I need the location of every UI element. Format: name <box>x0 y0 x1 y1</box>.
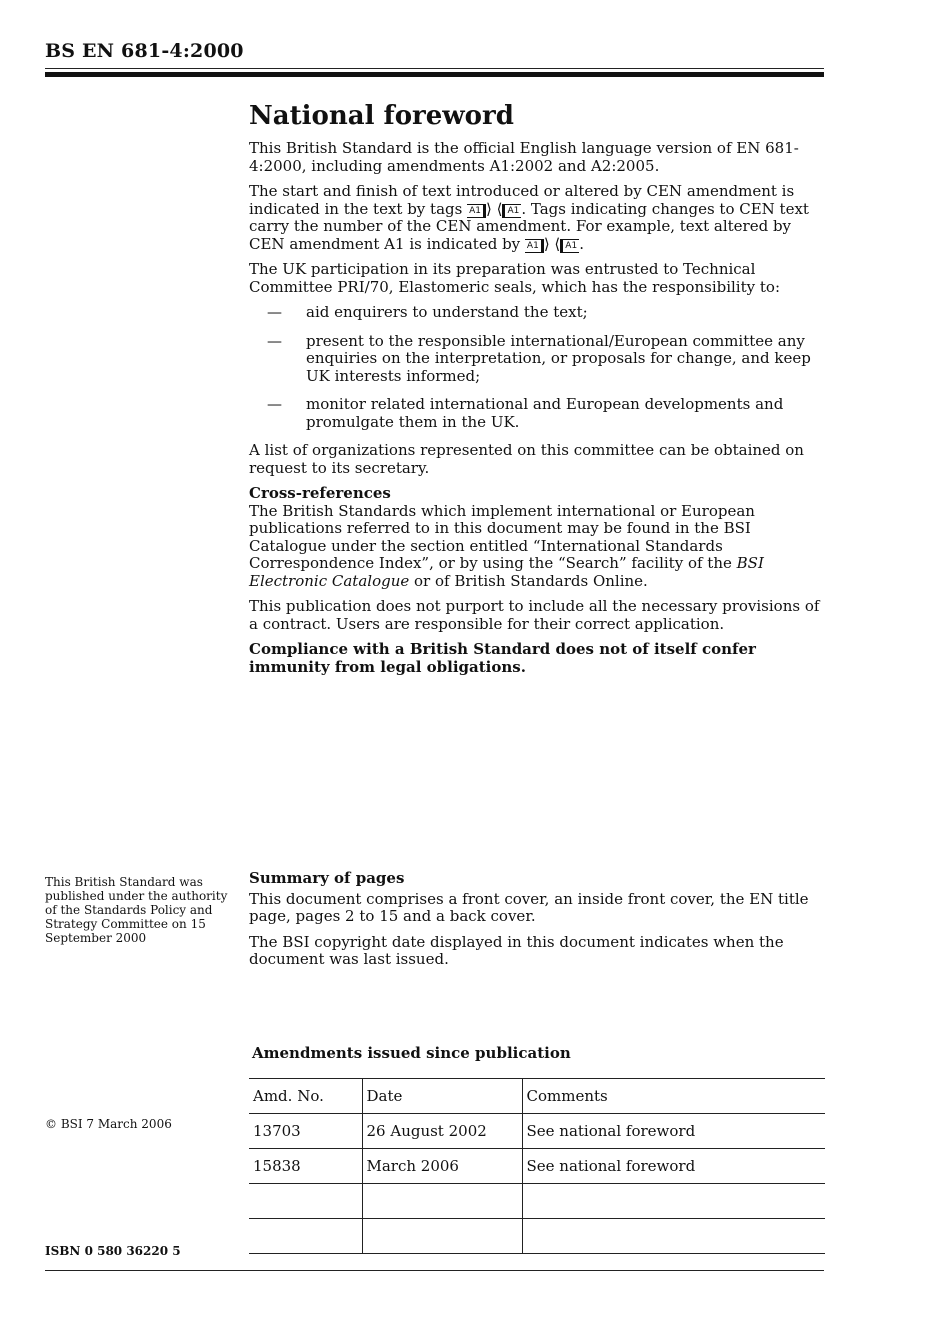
paragraph-cross-references <box>249 503 824 591</box>
copyright-note: © BSI 7 March 2006 <box>45 1117 172 1131</box>
table-header-cell: Date <box>362 1079 522 1114</box>
table-cell <box>522 1184 825 1219</box>
dash-marker: — <box>267 395 282 413</box>
foreword-section <box>249 100 824 684</box>
table-header-cell: Comments <box>522 1079 825 1114</box>
paragraph-provisions: This publication does not purport to include all the necessary provisions of a contract. Users are responsible for their correct application. <box>249 597 820 633</box>
list-item <box>249 333 824 386</box>
header-rule-thick <box>45 72 824 77</box>
table-row <box>249 1114 825 1149</box>
cross-ref-text-1: The British Standards which implement international or European publications referred to in this document may be found in the BSI Catalogue under the section entitled “International Standards Correspondence Index”, or by using the “Search” facility of the <box>249 501 755 572</box>
amendment-start-tag-icon: A1 <box>525 239 544 253</box>
dash-marker: — <box>267 331 282 350</box>
amendment-end-tag-icon: A1 <box>502 204 521 218</box>
document-id: BS EN 681-4:2000 <box>45 40 244 62</box>
table-row <box>249 1184 825 1219</box>
header-rule-thin <box>45 68 824 69</box>
table-cell <box>249 1219 362 1254</box>
table-row <box>249 1149 825 1184</box>
table-cell: 15838 <box>249 1149 362 1184</box>
tags-text-2: . Tags indicating changes to CEN text carry the number of the CEN amendment. For example, text altered by CEN amendment A1 is indicated by <box>249 199 809 253</box>
summary-paragraph-1: This document comprises a front cover, an inside front cover, the EN title page, pages 2 to 15 and a back cover. <box>249 889 809 925</box>
list-item-text: monitor related international and European developments and promulgate them in the UK. <box>306 395 784 431</box>
table-row <box>249 1219 825 1254</box>
list-item-text: aid enquirers to understand the text; <box>306 303 588 321</box>
list-item-text: present to the responsible international/European committee any enquiries on the interpretation, or proposals for change, and keep UK interests informed; <box>306 331 811 385</box>
table-cell: 26 August 2002 <box>362 1114 522 1149</box>
paragraph-organizations: A list of organizations represented on this committee can be obtained on request to its secretary. <box>249 441 804 477</box>
table-cell: March 2006 <box>362 1149 522 1184</box>
table-header-cell: Amd. No. <box>249 1079 362 1114</box>
table-cell: See national foreword <box>522 1149 825 1184</box>
amendment-end-tag-icon: A1 <box>560 239 579 253</box>
table-cell <box>362 1184 522 1219</box>
page-title: National foreword <box>249 101 514 131</box>
responsibility-list <box>249 304 824 431</box>
catalogue-title: BSI Electronic Catalogue <box>249 554 764 590</box>
authority-note: This British Standard was published under the authority of the Standards Policy and Strategy Committee on 15 September 2000 <box>45 875 228 945</box>
paragraph-committee: The UK participation in its preparation was entrusted to Technical Committee PRI/70, Elastomeric seals, which has the responsibility to: <box>249 260 780 296</box>
table-cell: 13703 <box>249 1114 362 1149</box>
tags-text-3: . <box>579 234 584 253</box>
table-cell <box>522 1219 825 1254</box>
tags-text-1: The start and finish of text introduced or altered by CEN amendment is indicated in the text by tags <box>249 182 795 218</box>
footer-rule <box>45 1270 824 1271</box>
dash-marker: — <box>267 303 282 321</box>
amendment-start-tag-icon: A1 <box>467 204 486 218</box>
paragraph-compliance: Compliance with a British Standard does not of itself confer immunity from legal obligations. <box>249 640 756 676</box>
summary-paragraph-2: The BSI copyright date displayed in this document indicates when the document was last issued. <box>249 932 784 968</box>
cross-ref-text-2: or of British Standards Online. <box>409 571 648 590</box>
summary-section <box>249 870 824 977</box>
table-header-row <box>249 1079 825 1114</box>
amendments-title: Amendments issued since publication <box>252 1044 571 1062</box>
list-item <box>249 396 824 431</box>
table-cell <box>249 1184 362 1219</box>
paragraph-tags: The start and finish of text introduced or altered by CEN amendment is indicated in the text by tags A1 ⟩ ⟨ A1 . Tags indicating changes to CEN text carry the number of the CEN amendment. For example, text altered by CEN amendment A1 is indicated by A1 ⟩ ⟨ A1 . <box>249 182 809 253</box>
table-cell: See national foreword <box>522 1114 825 1149</box>
cross-references-heading: Cross-references <box>249 484 391 502</box>
paragraph-intro: This British Standard is the official English language version of EN 681-4:2000, including amendments A1:2002 and A2:2005. <box>249 139 799 175</box>
summary-heading: Summary of pages <box>249 869 405 887</box>
list-item <box>249 304 824 322</box>
amendments-table <box>249 1078 825 1254</box>
table-cell <box>362 1219 522 1254</box>
isbn: ISBN 0 580 36220 5 <box>45 1244 181 1258</box>
